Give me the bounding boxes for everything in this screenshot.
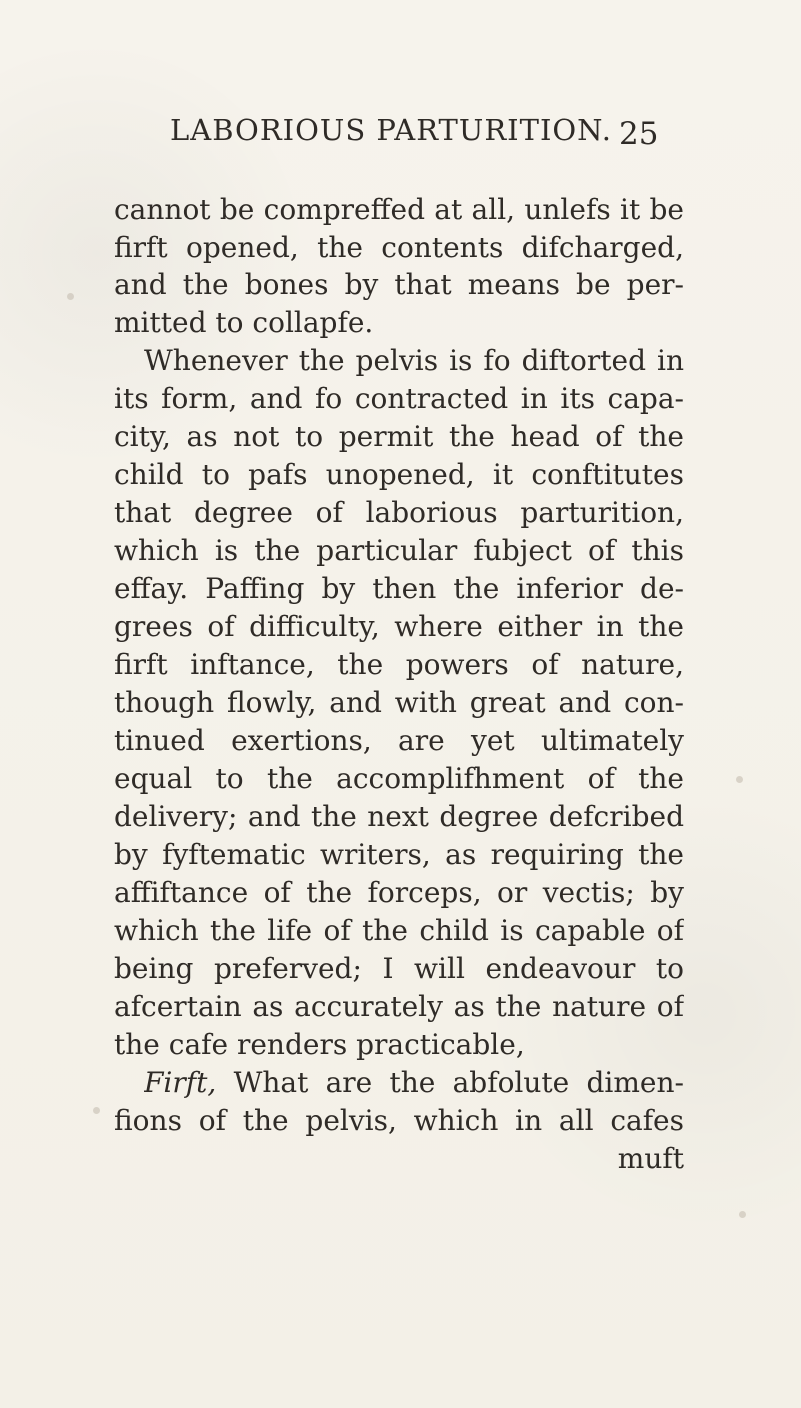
text-line-10: which is the particular fubject of this: [114, 534, 684, 567]
running-header: LABORIOUS PARTURITION.: [170, 113, 612, 147]
paper-speck: [739, 1211, 746, 1218]
text-line-17: delivery; and the next degree defcribed: [114, 800, 684, 833]
text-line-21: being preferved; I will endeavour to: [114, 952, 684, 985]
text-line-13: firft inftance, the powers of nature,: [114, 648, 684, 681]
text-line-22: afcertain as accurately as the nature of: [114, 990, 684, 1023]
paper-speck: [67, 293, 74, 300]
paper-speck: [736, 776, 743, 783]
text-line-24-remainder: What are the abfolute dimen-: [233, 1066, 684, 1099]
text-line-11: effay. Paffing by then the inferior de-: [114, 572, 684, 605]
text-line-4: mitted to collapfe.: [114, 306, 374, 339]
text-line-12: grees of difficulty, where either in the: [114, 610, 684, 643]
text-line-15: tinued exertions, are yet ultimately: [114, 724, 684, 757]
text-line-16: equal to the accomplifhment of the: [114, 762, 684, 795]
text-line-23: the cafe renders practicable,: [114, 1028, 525, 1061]
text-line-24: [144, 1064, 684, 1102]
paper-speck: [93, 1107, 100, 1114]
text-line-9: that degree of laborious parturition,: [114, 496, 684, 529]
text-line-8: child to pafs unopened, it conftitutes: [114, 458, 684, 491]
text-line-5: Whenever the pelvis is fo diftorted in: [144, 344, 684, 377]
text-line-25: fions of the pelvis, which in all cafes: [114, 1104, 684, 1137]
text-line-18: by fyftematic writers, as requiring the: [114, 838, 684, 871]
text-line-14: though flowly, and with great and con-: [114, 686, 684, 719]
text-line-3: and the bones by that means be per-: [114, 268, 684, 301]
text-line-19: affiftance of the forceps, or vectis; by: [114, 876, 684, 909]
section-marker: Firft,: [144, 1066, 217, 1099]
text-line-20: which the life of the child is capable of: [114, 914, 684, 947]
text-line-7: city, as not to permit the head of the: [114, 420, 684, 453]
text-line-6: its form, and fo contracted in its capa-: [114, 382, 684, 415]
text-line-1: cannot be compreffed at all, unlefs it be: [114, 193, 684, 226]
text-line-2: firft opened, the contents difcharged,: [114, 231, 684, 264]
catchword: muft: [617, 1142, 684, 1175]
page-number: 25: [619, 116, 659, 152]
